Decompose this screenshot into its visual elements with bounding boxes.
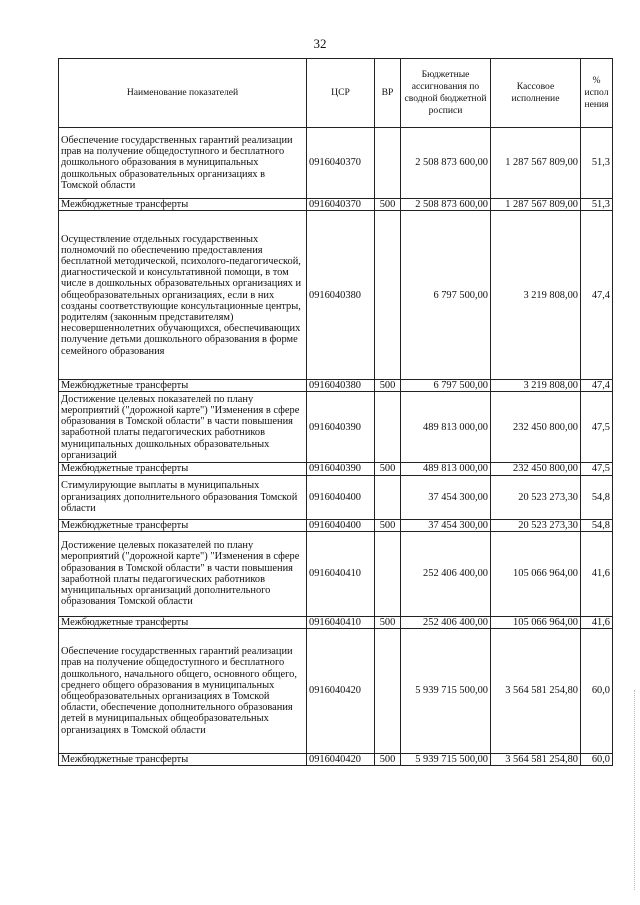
row-name: Обеспечение государственных гарантий реализации прав на получение общедоступного и бесплатного дошкольного, начального общего, основного общего, среднего общего образования в муниципальных общеобразовательных организациях в Томской области, обеспечение дополнительного образования детей в муниципальных общеобразовательных организациях в Томской области [59,629,307,754]
row-execution: 3 564 581 254,80 [491,629,581,754]
row-execution: 1 287 567 809,00 [491,128,581,199]
row-allocations: 2 508 873 600,00 [401,128,491,199]
row-execution: 105 066 964,00 [491,531,581,616]
row-name: Межбюджетные трансферты [59,754,307,766]
row-csr: 0916040390 [307,463,375,475]
row-percent: 60,0 [581,754,613,766]
row-name: Обеспечение государственных гарантий реализации прав на получение общедоступного и бесплатного дошкольного образования в муниципальных дошкольных образовательных организациях в Томской области [59,128,307,199]
row-csr: 0916040370 [307,128,375,199]
row-vr: 500 [375,380,401,392]
table-row [59,531,613,616]
row-name: Межбюджетные трансферты [59,616,307,628]
row-vr [375,629,401,754]
row-percent: 41,6 [581,531,613,616]
table-row [59,754,613,766]
row-execution: 232 450 800,00 [491,463,581,475]
row-name: Осуществление отдельных государственных полномочий по обеспечению предоставления бесплатной методической, психолого-педагогической, диагностической и консультативной помощи, в том числе в дошкольных образовательных организациях и общеобразовательных организациях, если в них созданы соответствующие консультационные центры, родителям (законным представителям) несовершеннолетних обучающихся, обеспечивающих получение детьми дошкольного образования в форме семейного образования [59,211,307,380]
row-csr: 0916040410 [307,531,375,616]
row-execution: 20 523 273,30 [491,475,581,519]
row-vr: 500 [375,199,401,211]
table-row [59,616,613,628]
row-vr: 500 [375,463,401,475]
row-csr: 0916040370 [307,199,375,211]
row-execution: 232 450 800,00 [491,392,581,463]
header-csr: ЦСР [307,59,375,128]
row-execution: 105 066 964,00 [491,616,581,628]
row-percent: 51,3 [581,199,613,211]
row-vr [375,475,401,519]
row-execution: 3 219 808,00 [491,380,581,392]
page-number: 32 [313,36,327,51]
row-allocations: 489 813 000,00 [401,392,491,463]
row-csr: 0916040380 [307,380,375,392]
row-csr: 0916040420 [307,629,375,754]
row-percent: 47,4 [581,211,613,380]
row-percent: 41,6 [581,616,613,628]
table-row [59,211,613,380]
table-row [59,475,613,519]
row-csr: 0916040400 [307,519,375,531]
header-name: Наименование показателей [59,59,307,128]
header-percent: % испол нения [581,59,613,128]
row-name: Межбюджетные трансферты [59,463,307,475]
row-allocations: 6 797 500,00 [401,380,491,392]
row-name: Стимулирующие выплаты в муниципальных организациях дополнительного образования Томской области [59,475,307,519]
row-name: Межбюджетные трансферты [59,380,307,392]
row-percent: 51,3 [581,128,613,199]
row-execution: 3 219 808,00 [491,211,581,380]
row-allocations: 37 454 300,00 [401,519,491,531]
row-allocations: 252 406 400,00 [401,531,491,616]
table-row [59,392,613,463]
table-row [59,629,613,754]
row-allocations: 6 797 500,00 [401,211,491,380]
row-csr: 0916040380 [307,211,375,380]
table-row [59,519,613,531]
row-execution: 3 564 581 254,80 [491,754,581,766]
row-name: Межбюджетные трансферты [59,519,307,531]
row-vr [375,531,401,616]
table-header-row [59,59,613,128]
row-percent: 54,8 [581,519,613,531]
scan-edge-mark [634,690,638,890]
row-allocations: 489 813 000,00 [401,463,491,475]
row-allocations: 252 406 400,00 [401,616,491,628]
row-name: Достижение целевых показателей по плану мероприятий ("дорожной карте") "Изменения в сфере образования в Томской области" в части повышения заработной платы педагогических работников муниципальных дошкольных образовательных организаций [59,392,307,463]
row-allocations: 37 454 300,00 [401,475,491,519]
row-allocations: 2 508 873 600,00 [401,199,491,211]
row-percent: 60,0 [581,629,613,754]
row-percent: 47,5 [581,392,613,463]
row-percent: 54,8 [581,475,613,519]
header-execution: Кассовое исполнение [491,59,581,128]
row-csr: 0916040400 [307,475,375,519]
row-vr [375,128,401,199]
row-csr: 0916040390 [307,392,375,463]
row-vr: 500 [375,519,401,531]
table-row [59,380,613,392]
row-csr: 0916040420 [307,754,375,766]
row-percent: 47,5 [581,463,613,475]
row-execution: 1 287 567 809,00 [491,199,581,211]
row-vr: 500 [375,754,401,766]
row-allocations: 5 939 715 500,00 [401,629,491,754]
row-vr: 500 [375,616,401,628]
row-percent: 47,4 [581,380,613,392]
row-allocations: 5 939 715 500,00 [401,754,491,766]
header-allocations: Бюджетные ассигнования по сводной бюджетной росписи [401,59,491,128]
row-name: Межбюджетные трансферты [59,199,307,211]
row-execution: 20 523 273,30 [491,519,581,531]
row-vr [375,211,401,380]
budget-execution-table [58,58,613,766]
table-row [59,199,613,211]
table-row [59,128,613,199]
table-row [59,463,613,475]
row-vr [375,392,401,463]
header-vr: ВР [375,59,401,128]
row-name: Достижение целевых показателей по плану мероприятий ("дорожной карте") "Изменения в сфере образования в Томской области" в части повышения заработной платы педагогических работников муниципальных организаций дополнительного образования Томской области [59,531,307,616]
row-csr: 0916040410 [307,616,375,628]
